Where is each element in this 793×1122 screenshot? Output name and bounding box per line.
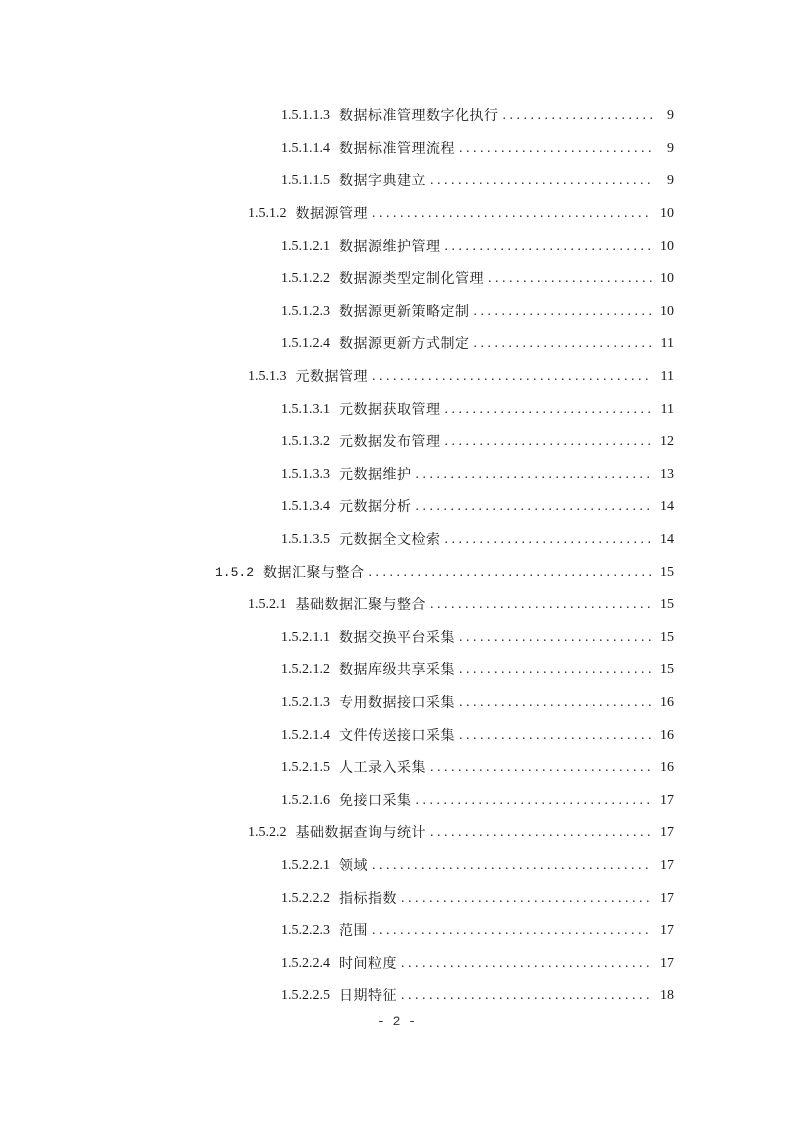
toc-dot-leader — [430, 173, 653, 189]
toc-dot-leader — [445, 532, 654, 548]
toc-entry-title: 领域 — [339, 857, 368, 874]
toc-entry-number: 1.5.1.1.3 — [281, 108, 330, 124]
toc-entry-number: 1.5.2.1.3 — [281, 694, 330, 710]
toc-entry[interactable] — [0, 556, 793, 589]
toc-entry-number: 1.5.2.2.4 — [281, 955, 330, 971]
toc-entry[interactable] — [0, 654, 793, 687]
toc-entry[interactable] — [0, 817, 793, 850]
toc-entry-page-number: 9 — [667, 108, 674, 124]
toc-dot-leader — [401, 891, 653, 907]
table-of-contents — [0, 100, 793, 1013]
toc-entry[interactable] — [0, 850, 793, 883]
toc-entry-number: 1.5.2.2.3 — [281, 923, 330, 939]
toc-entry-title: 元数据获取管理 — [339, 401, 441, 418]
toc-entry-number: 1.5.2.1.4 — [281, 727, 330, 743]
toc-dot-leader — [459, 662, 653, 678]
toc-entry-page-number: 9 — [667, 173, 674, 189]
toc-entry-number: 1.5.1.3.2 — [281, 434, 330, 450]
toc-entry-page-number: 18 — [660, 988, 674, 1004]
toc-entry[interactable] — [0, 980, 793, 1013]
toc-entry[interactable] — [0, 100, 793, 133]
toc-entry-title: 元数据分析 — [339, 499, 412, 516]
toc-entry-number: 1.5.1.2.3 — [281, 303, 330, 319]
toc-entry-page-number: 17 — [660, 890, 674, 906]
toc-entry[interactable] — [0, 230, 793, 263]
toc-entry-number: 1.5.2.1.5 — [281, 760, 330, 776]
toc-entry[interactable] — [0, 784, 793, 817]
toc-entry-number: 1.5.1.2.2 — [281, 271, 330, 287]
toc-entry[interactable] — [0, 752, 793, 785]
toc-entry-page-number: 10 — [660, 303, 674, 319]
toc-entry-title: 数据交换平台采集 — [339, 629, 455, 646]
toc-entry-number: 1.5.1.2 — [248, 206, 287, 222]
toc-entry-page-number: 17 — [660, 955, 674, 971]
toc-dot-leader — [503, 108, 654, 124]
toc-dot-leader — [445, 239, 654, 255]
toc-entry-page-number: 17 — [660, 923, 674, 939]
toc-entry[interactable] — [0, 393, 793, 426]
toc-entry-title: 专用数据接口采集 — [339, 694, 455, 711]
toc-entry[interactable] — [0, 915, 793, 948]
toc-entry-page-number: 10 — [660, 271, 674, 287]
toc-entry[interactable] — [0, 589, 793, 622]
toc-dot-leader — [430, 760, 653, 776]
toc-entry-page-number: 11 — [660, 336, 674, 352]
toc-entry-page-number: 17 — [660, 792, 674, 808]
toc-entry-page-number: 11 — [660, 369, 674, 385]
toc-entry[interactable] — [0, 491, 793, 524]
toc-dot-leader — [474, 304, 654, 320]
toc-entry[interactable] — [0, 165, 793, 198]
toc-entry-page-number: 15 — [660, 662, 674, 678]
toc-entry-number: 1.5.1.3.3 — [281, 466, 330, 482]
toc-entry-title: 元数据管理 — [295, 369, 368, 386]
toc-entry-title: 数据字典建立 — [339, 173, 426, 190]
toc-dot-leader — [401, 988, 653, 1004]
toc-dot-leader — [416, 467, 654, 483]
toc-entry-title: 范围 — [339, 923, 368, 940]
toc-entry-page-number: 16 — [660, 694, 674, 710]
toc-entry-number: 1.5.1.3.4 — [281, 499, 330, 515]
toc-entry-page-number: 15 — [660, 629, 674, 645]
toc-entry[interactable] — [0, 947, 793, 980]
toc-entry[interactable] — [0, 426, 793, 459]
toc-dot-leader — [372, 858, 653, 874]
toc-dot-leader — [430, 597, 653, 613]
toc-dot-leader — [430, 825, 653, 841]
toc-entry-title: 人工录入采集 — [339, 760, 426, 777]
toc-entry-number: 1.5.2.1 — [248, 597, 287, 613]
toc-entry-number: 1.5.1.1.5 — [281, 173, 330, 189]
toc-dot-leader — [459, 695, 653, 711]
toc-entry-title: 元数据维护 — [339, 466, 412, 483]
toc-dot-leader — [369, 565, 653, 581]
toc-dot-leader — [401, 956, 653, 972]
toc-entry-page-number: 14 — [660, 532, 674, 548]
toc-entry-title: 数据源维护管理 — [339, 238, 441, 255]
toc-entry[interactable] — [0, 263, 793, 296]
toc-entry-title: 数据源类型定制化管理 — [339, 271, 484, 288]
toc-dot-leader — [459, 141, 653, 157]
toc-dot-leader — [459, 630, 653, 646]
toc-entry[interactable] — [0, 524, 793, 557]
toc-dot-leader — [459, 728, 653, 744]
toc-entry-number: 1.5.2.2.1 — [281, 857, 330, 873]
toc-entry-number: 1.5.1.2.1 — [281, 238, 330, 254]
toc-entry-title: 免接口采集 — [339, 792, 412, 809]
toc-dot-leader — [474, 336, 654, 352]
toc-entry-number: 1.5.2.2.5 — [281, 988, 330, 1004]
toc-entry-title: 基础数据查询与统计 — [295, 825, 426, 842]
toc-entry-number: 1.5.2.2 — [248, 825, 287, 841]
toc-dot-leader — [445, 402, 654, 418]
toc-entry-page-number: 15 — [660, 597, 674, 613]
toc-entry-page-number: 17 — [660, 825, 674, 841]
toc-entry-title: 元数据发布管理 — [339, 434, 441, 451]
toc-entry-title: 数据标准管理数字化执行 — [339, 108, 499, 125]
toc-entry-title: 数据标准管理流程 — [339, 140, 455, 157]
toc-entry-page-number: 17 — [660, 857, 674, 873]
page-number: - 2 - — [376, 1014, 416, 1029]
toc-entry[interactable] — [0, 687, 793, 720]
toc-dot-leader — [416, 793, 654, 809]
toc-entry-number: 1.5.1.3.5 — [281, 532, 330, 548]
toc-entry-number: 1.5.1.3.1 — [281, 401, 330, 417]
toc-entry-number: 1.5.2.1.1 — [281, 629, 330, 645]
toc-entry-title: 日期特征 — [339, 988, 397, 1005]
toc-dot-leader — [445, 434, 654, 450]
toc-entry[interactable] — [0, 328, 793, 361]
toc-entry-title: 数据源管理 — [295, 206, 368, 223]
toc-entry-title: 元数据全文检索 — [339, 532, 441, 549]
toc-entry-title: 数据汇聚与整合 — [263, 564, 365, 581]
toc-entry-number: 1.5.2.1.6 — [281, 792, 330, 808]
toc-entry[interactable] — [0, 361, 793, 394]
toc-entry-page-number: 14 — [660, 499, 674, 515]
toc-entry-number: 1.5.1.3 — [248, 369, 287, 385]
toc-entry-title: 数据库级共享采集 — [339, 662, 455, 679]
toc-entry-page-number: 16 — [660, 760, 674, 776]
toc-entry-title: 指标指数 — [339, 890, 397, 907]
toc-entry-page-number: 10 — [660, 206, 674, 222]
toc-entry-number: 1.5.2 — [215, 565, 255, 581]
toc-dot-leader — [372, 923, 653, 939]
toc-dot-leader — [488, 271, 653, 287]
toc-entry-page-number: 9 — [667, 140, 674, 156]
toc-entry[interactable] — [0, 198, 793, 231]
toc-entry-title: 文件传送接口采集 — [339, 727, 455, 744]
toc-entry[interactable] — [0, 622, 793, 655]
toc-entry-page-number: 16 — [660, 727, 674, 743]
toc-entry-number: 1.5.2.2.2 — [281, 890, 330, 906]
toc-dot-leader — [416, 499, 654, 515]
toc-entry[interactable] — [0, 882, 793, 915]
toc-entry-title: 数据源更新方式制定 — [339, 336, 470, 353]
toc-entry-page-number: 11 — [660, 401, 674, 417]
toc-entry[interactable] — [0, 459, 793, 492]
toc-entry[interactable] — [0, 133, 793, 166]
toc-entry-page-number: 10 — [660, 238, 674, 254]
toc-entry-number: 1.5.2.1.2 — [281, 662, 330, 678]
toc-entry[interactable] — [0, 719, 793, 752]
toc-dot-leader — [372, 369, 653, 385]
toc-entry-title: 数据源更新策略定制 — [339, 303, 470, 320]
toc-entry-page-number: 12 — [660, 434, 674, 450]
toc-entry[interactable] — [0, 296, 793, 329]
toc-entry-title: 基础数据汇聚与整合 — [295, 597, 426, 614]
toc-entry-title: 时间粒度 — [339, 955, 397, 972]
toc-entry-number: 1.5.1.2.4 — [281, 336, 330, 352]
toc-entry-page-number: 15 — [660, 564, 674, 580]
toc-entry-number: 1.5.1.1.4 — [281, 140, 330, 156]
toc-entry-page-number: 13 — [660, 466, 674, 482]
toc-dot-leader — [372, 206, 653, 222]
